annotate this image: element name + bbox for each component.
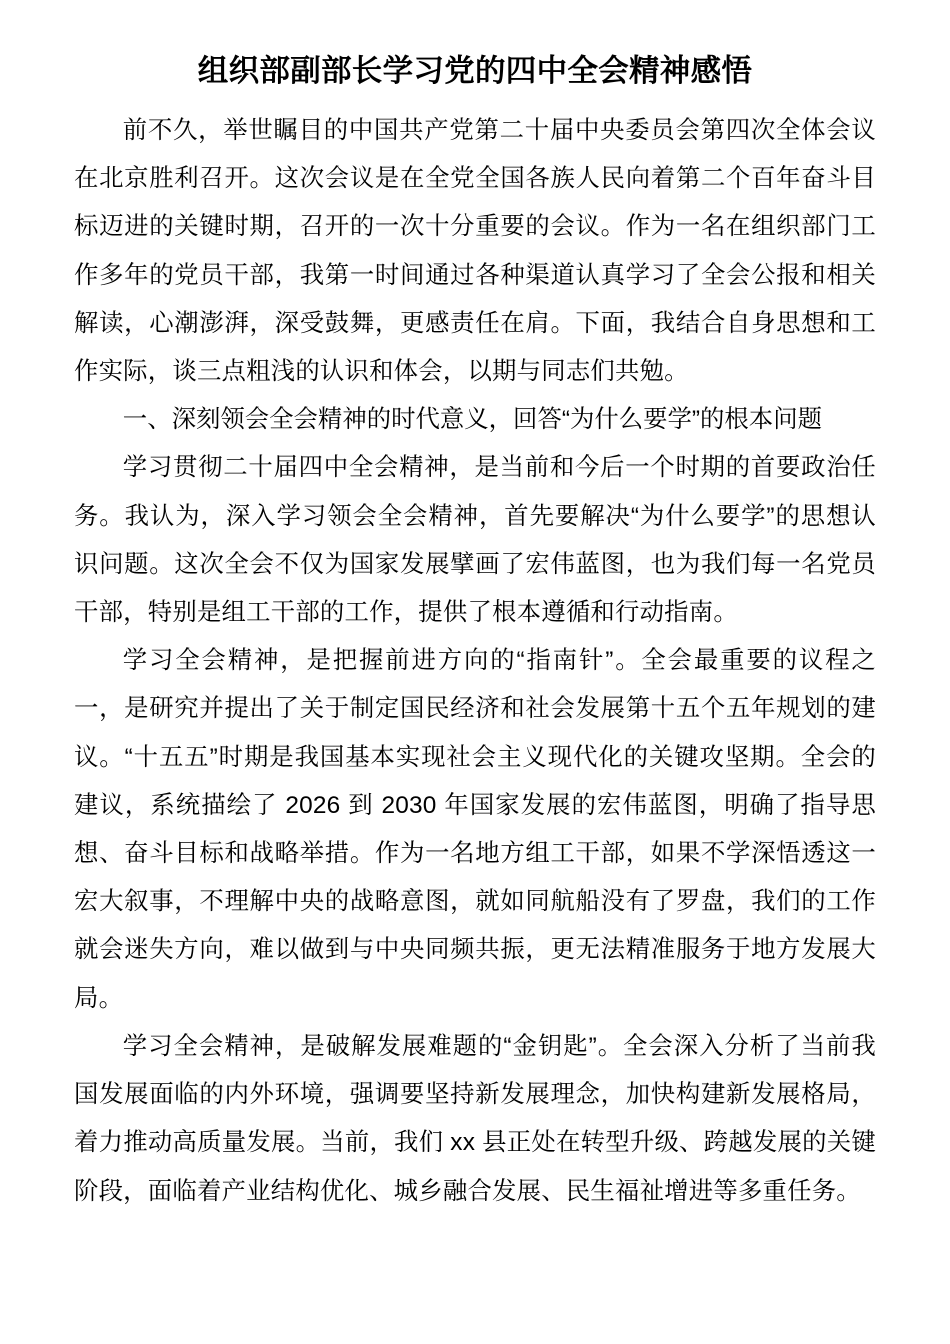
paragraph-3: 学习全会精神，是把握前进方向的“指南针”。全会最重要的议程之一，是研究并提出了关于制定国民经济和社会发展第十五个五年规划的建议。“十五五”时期是我国基本实现社会主义现代化的关键攻坚期。全会的建议，系统描绘了 2026 到 2030 年国家发展的宏伟蓝图，明确了指导思想、奋斗目标和战略举措。作为一名地方组工干部，如果不学深悟透这一宏大叙事，不理解中央的战略意图，就如同航船没有了罗盘，我们的工作就会迷失方向，难以做到与中央同频共振，更无法精准服务于地方发展大局。 xyxy=(74,647,876,1012)
section-heading-1: 一、深刻领会全会精神的时代意义，回答“为什么要学”的根本问题 xyxy=(122,406,822,434)
page-title: 组织部副部长学习党的四中全会精神感悟 xyxy=(197,54,753,88)
paragraph-4: 学习全会精神，是破解发展难题的“金钥匙”。全会深入分析了当前我国发展面临的内外环境，强调要坚持新发展理念，加快构建新发展格局，着力推动高质量发展。当前，我们 xx 县正处在转型升级、跨越发展的关键阶段，面临着产业结构优化、城乡融合发展、民生福祉增进等多重任务。 xyxy=(74,1032,876,1205)
paragraph-2: 学习贯彻二十届四中全会精神，是当前和今后一个时期的首要政治任务。我认为，深入学习领会全会精神，首先要解决“为什么要学”的思想认识问题。这次全会不仅为国家发展擘画了宏伟蓝图，也为我们每一名党员干部，特别是组工干部的工作，提供了根本遵循和行动指南。 xyxy=(74,454,876,627)
paragraph-1: 前不久，举世瞩目的中国共产党第二十届中央委员会第四次全体会议在北京胜利召开。这次会议是在全党全国各族人民向着第二个百年奋斗目标迈进的关键时期，召开的一次十分重要的会议。作为一名在组织部门工作多年的党员干部，我第一时间通过各种渠道认真学习了全会公报和相关解读，心潮澎湃，深受鼓舞，更感责任在肩。下面，我结合自身思想和工作实际，谈三点粗浅的认识和体会，以期与同志们共勉。 xyxy=(74,117,876,386)
